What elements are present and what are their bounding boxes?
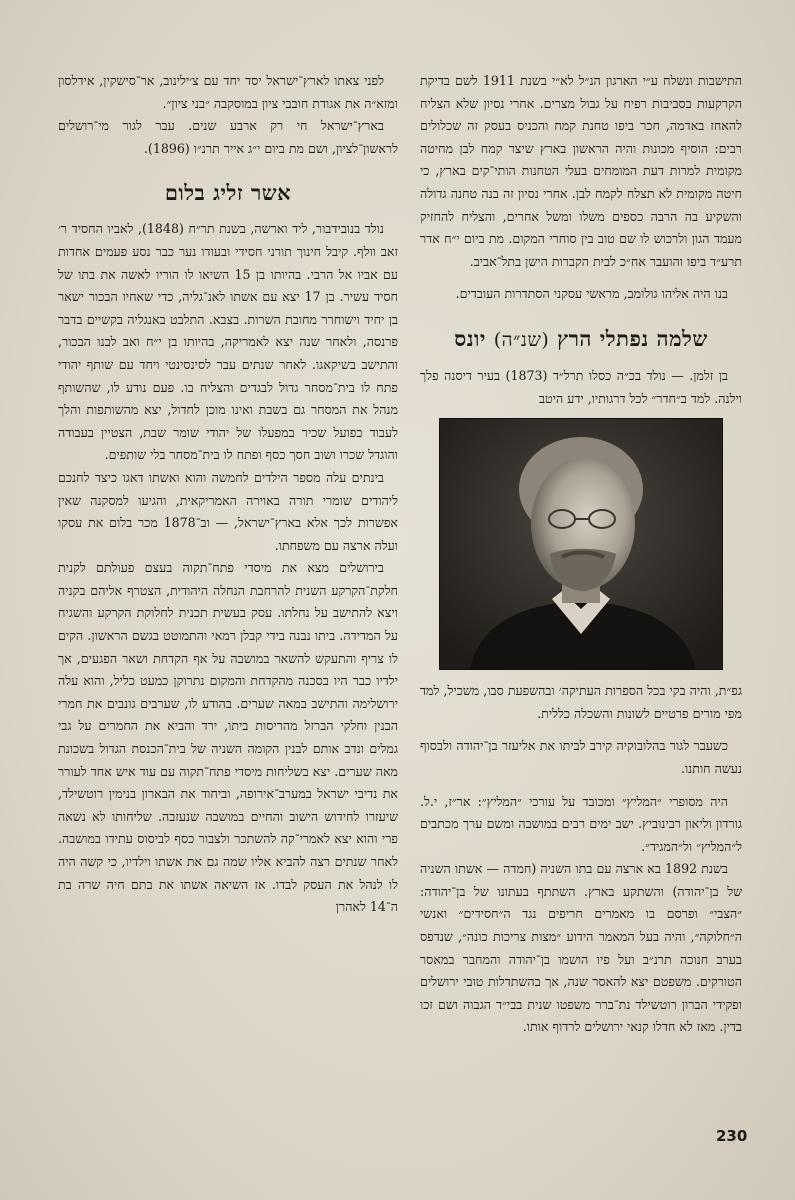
portrait-image-icon — [440, 419, 722, 669]
heading-dates: (שנ״ה) — [493, 328, 550, 351]
section-heading-hertz — [420, 324, 742, 355]
bio-paragraph: בשנת 1892 בא ארצה עם בתו השניה (חמדה — אשתו השניה של בן־יהודה) והשתקע בארץ. השתתף בעתונו של בן־יהודה: ״הצבי״ ופרסם בו מאמרים חריפים נגד ה״חסידים״ ואנשי ה״חלוקה״, והיה בעל המאמר הידוע ״מצות צריכות כונה״, שנדפס בערב חנוכה תרנ״ב ועל פיו הושמו בן־יהודה והמחבר במאסר הטורקים. משפטם יצא להאסר שנה, אך בהשתדלות טובי ירושלים ופקידי הברון רוטשילד נת־ברר משפטו שנית בבי״ד הגבוה ושם זכו בדין. מאז לא חדלו קנאי ירושלים לרדוף אותו. — [420, 861, 742, 1035]
left-column — [58, 70, 398, 919]
heading-name-2: יונס — [454, 325, 486, 351]
page-number: 230 — [716, 1127, 748, 1145]
top-paragraph: לפני צאתו לארץ־ישראל יסד יחד עם צ׳ילינוב, אר־סישקין, אידלסון ומזא״ה את אגודת חובבי ציון במוסקבה ״בני ציון״. — [58, 73, 398, 111]
son-paragraph: בנו היה אליהו גולומב, מראשי עסקני הסתדרות העובדים. — [455, 286, 728, 302]
bio-paragraph: היה מסופרי ״המליץ״ ומכובד על עורכי ״המליץ״: אר״ז, י.ל. גורדון וליאון רבינוביץ. ישב ימים רבים במושבה ומשם ערך מכתבים ל״המליץ״ ול״המגיד״. — [420, 793, 742, 854]
body-paragraph: בינתים עלה מספר הילדים לחמשה והוא ואשתו דאגו כיצד לחנכם ליהודים שומרי תורה באוירה האמריקאית, והגיעו למסקנה שאין אפשרות לכך אלא בארץ־ישראל, — וב־1878 מכר בלום את עסקו ועלה ארצה עם משפחתו. — [58, 469, 398, 553]
top-paragraph: בארץ־ישראל חי רק ארבע שנים. עבר לגור מי־רושלים לראשון־לציון, ושם מת ביום י״ג אייר תרנ״ו (1896). — [58, 118, 398, 156]
bio-paragraph: גפ״ת, והיה בקי בכל הספרות העתיקה׳ ובהשפעת סבו, משכיל, למד מפי מורים פרטיים לשונות והשכלה כללית. — [420, 683, 742, 721]
intro-paragraph: התישבות ונשלח ע״י הארגון הנ״ל לא״י בשנת 1911 לשם בדיקת הקרקעות בסביבות רפיח על גבול מצרים. אחרי נסיון שלא הצליח להאחז באדמה, חכר ביפו טחנת קמח והכניס בעסק זה שכלולים רבים: הוסיף מכונות והיה הראשון בארץ שיצר קמח לבן מחיטה מקומית למרות דעת המומחים בעלי הטחנות הותי־קים בארץ, כי חיטה מקומית לא תצלח לקמח לבן. אחרי נסיון זה בנה טחנה גדולה והשקיע בה הרבה כספים משלו ומשל אחרים, והצליח להחזיק מעמד הגון ולרכוש לו שם טוב בין סוחרי המקום. מת ביום י״ח אדר תרע״ד ביפו והועבר אח״כ לבית הקברות הישן בתל־אביב. — [420, 73, 742, 269]
heading-name: שלמה נפתלי הרץ — [557, 325, 708, 351]
body-paragraph: נולד בנובידבור, ליד וארשה, בשנת תר״ח (1848), לאביו החסיד ר׳ זאב וולף. קיבל חינוך תורני חסידי ובעודו נער כבר נסע פעמים אחדות עם אביו אל הרבי. בהיותו בן 15 השיאו לו הוריו לאשה את בתו של חסיד עשיר. בן 17 יצא עם אשתו לאנ־גליה, כדי שאחיו הבכור ישאר בן יחיד וישוחרר מחובת השרות. בצבא. התלבט באנגליה בקשיים בדבר פרנסה, ולאחר שנה יצא לאמריקה, בהיותו בן י״ח ואב לבנו הבכור, והתישב בשיקאגו. לאחר שנתים עבר לסינסינטי ויחד עם שותף יהודי פתח לו בית־מסחר גדול לבגדים והצליח בו. פעם נודע לו, שהשותף מנהל את המסחר גם בשבת ואינו מוכן לחדול, יצא מהשותפות והלך לעבוד כפועל שכיר במפעלו של יהודי שומר שבת, הצטיין בעבודה והוגדל שכרו ושוב חסך כסף ופתח לו בית־מסחר בלי שותפים. — [58, 221, 398, 463]
section-heading-blum: אשר זליג בלום — [164, 180, 292, 206]
portrait-photo — [439, 418, 723, 670]
body-paragraph: בירושלים מצא את מיסדי פתח־תקוה בעצם פעולתם לקנית חלקת־הקרקע השנית להרחבת הנחלה היהודית, הצטרף אליהם בקניה ויצא להתישב על נחלתו. עסק בעשית תכנית לחלוקת הקרקע והשגיח על המדידה. ביתו נבנה בידי קבלן רמאי והתמוטט בגשם הראשון. הקים לו צריף והתעקש להשאר במושבה על אף הקדחת ושאר הפגעים, אך ילדיו כבר היו בסכנה מהקדחת והמקום נתרוקן כמעט כליל, והוא עלה ירושלימה והתישב במאה שערים. בהודע לו, שערבים גונבים את חמרי הבנין וחלקי הברזל מהריסות ביתו, ירד והביא את החמרים על גבי גמלים ונדב אותם לבנין הקומה השניה של בית־הכנסת הגדול בשכונת מאה שערים. יצא בשליחות מיסדי פתח־תקוה עם עוד איש אחד לעורר את נדיבי ישראל במערב־אירופה, וביחוד את הבארון בנימין רוטשילד, שיעזרו לחידוש הישוב והחיים במושבה שנעזבה. שליחותו לא נשאה פרי והוא יצא לאמרי־קה להשתכר ולצבור כסף לביסוס עתידו במושבה. לאחר שנתים רצה להביא אליו שמה גם את אשתו וילדיו, כי קשה היה לו לנהל את העסק לבדו. אז השיאה אשתו את בתם חיה שרה בת ה־14 לאהרן — [58, 560, 398, 915]
bio-paragraph: כשעבר לגור בהלובוקיה קירב לביתו את אליעזר בן־יהודה ולבסוף נעשה חותנו. — [420, 738, 742, 776]
bio-paragraph: בן זלמן. — נולד בכ״ה כסלו תרל״ד (1873) בעיר דיסנה פלך וילנה. למד ב״חדר״ לכל דרגותיו, ידע היטב — [420, 367, 742, 406]
right-column — [420, 70, 742, 1039]
